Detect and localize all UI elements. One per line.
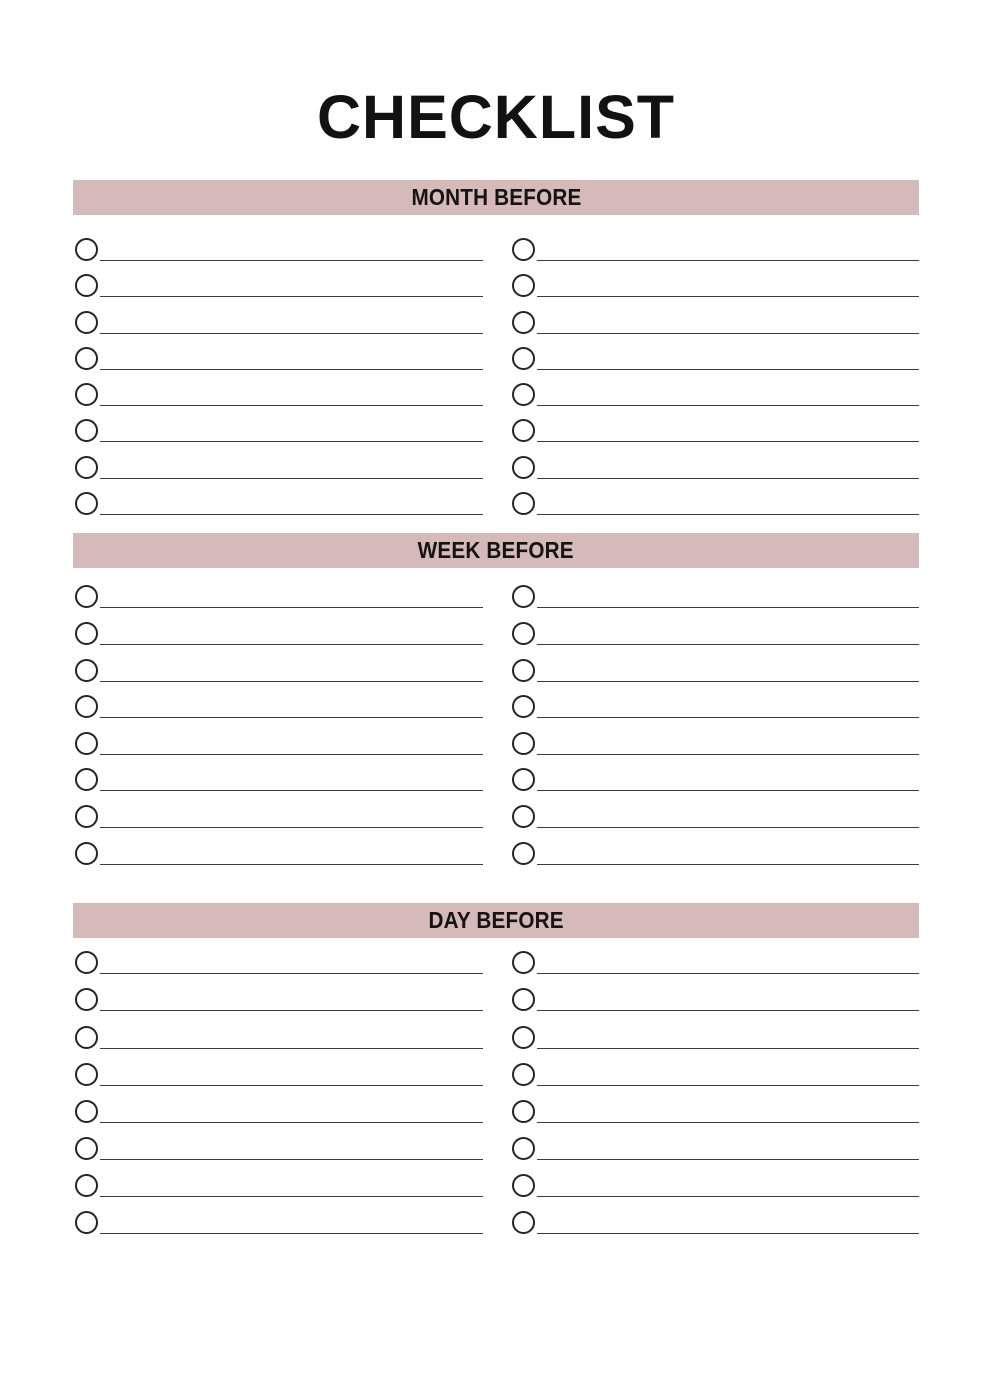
checklist-item-inner	[73, 659, 483, 682]
write-line[interactable]	[100, 754, 483, 755]
checkbox-circle[interactable]	[512, 732, 535, 755]
checkbox-circle[interactable]	[75, 805, 98, 828]
checklist-section	[73, 903, 919, 1249]
checklist-item	[73, 1063, 483, 1100]
checkbox-circle[interactable]	[75, 768, 98, 791]
checklist-item-inner	[510, 492, 920, 515]
checklist-item	[73, 732, 483, 769]
checklist-item	[510, 311, 920, 347]
checklist-item	[510, 456, 920, 492]
write-line[interactable]	[537, 369, 920, 370]
checklist-item-inner	[73, 311, 483, 334]
checkbox-circle[interactable]	[75, 988, 98, 1011]
checkbox-circle[interactable]	[512, 1174, 535, 1197]
checklist-item-inner	[73, 1026, 483, 1049]
checklist-item-inner	[510, 311, 920, 334]
write-line[interactable]	[537, 1196, 920, 1197]
checklist-item	[510, 732, 920, 769]
checklist-item	[510, 274, 920, 310]
checkbox-circle[interactable]	[512, 492, 535, 515]
checkbox-circle[interactable]	[75, 1137, 98, 1160]
section-items-grid	[73, 238, 919, 528]
checkbox-circle[interactable]	[75, 951, 98, 974]
write-line[interactable]	[100, 1233, 483, 1234]
checklist-item	[73, 1100, 483, 1137]
checkbox-circle[interactable]	[75, 732, 98, 755]
checkbox-circle[interactable]	[75, 274, 98, 297]
checklist-item-inner	[73, 383, 483, 406]
write-line[interactable]	[100, 790, 483, 791]
page-title: CHECKLIST	[316, 83, 676, 151]
checkbox-circle[interactable]	[75, 695, 98, 718]
checklist-item-inner	[73, 805, 483, 828]
checklist-page	[0, 83, 1000, 1381]
section-header-label: WEEK BEFORE	[417, 537, 575, 564]
checkbox-circle[interactable]	[75, 383, 98, 406]
checkbox-circle[interactable]	[75, 1211, 98, 1234]
checkbox-circle[interactable]	[512, 274, 535, 297]
write-line[interactable]	[537, 333, 920, 334]
write-line[interactable]	[537, 1048, 920, 1049]
checklist-item	[73, 622, 483, 659]
checklist-item-inner	[73, 988, 483, 1011]
write-line[interactable]	[537, 441, 920, 442]
checklist-item-inner	[510, 1174, 920, 1197]
checklist-item	[73, 419, 483, 455]
write-line[interactable]	[537, 827, 920, 828]
section-items-grid	[73, 951, 919, 1249]
checklist-section	[73, 533, 919, 878]
checklist-section	[73, 180, 919, 528]
write-line[interactable]	[100, 717, 483, 718]
checklist-item	[73, 695, 483, 732]
checklist-item	[73, 768, 483, 805]
write-line[interactable]	[100, 333, 483, 334]
checklist-item-inner	[73, 1137, 483, 1160]
checkbox-circle[interactable]	[512, 383, 535, 406]
checklist-item	[73, 311, 483, 347]
checklist-item-inner	[510, 622, 920, 645]
write-line[interactable]	[100, 607, 483, 608]
checklist-item-inner	[510, 732, 920, 755]
checkbox-circle[interactable]	[512, 1026, 535, 1049]
write-line[interactable]	[100, 1010, 483, 1011]
checklist-item-inner	[510, 805, 920, 828]
checkbox-circle[interactable]	[512, 311, 535, 334]
checklist-item-inner	[73, 1211, 483, 1234]
checklist-item	[73, 456, 483, 492]
section-header-bar	[73, 903, 919, 938]
checklist-item	[73, 1137, 483, 1174]
write-line[interactable]	[100, 296, 483, 297]
checklist-item	[510, 805, 920, 842]
checklist-item	[73, 1174, 483, 1211]
write-line[interactable]	[100, 864, 483, 865]
checklist-item	[73, 951, 483, 988]
checkbox-circle[interactable]	[512, 1100, 535, 1123]
checkbox-circle[interactable]	[75, 622, 98, 645]
checklist-item-inner	[510, 419, 920, 442]
checkbox-circle[interactable]	[512, 1063, 535, 1086]
write-line[interactable]	[537, 864, 920, 865]
write-line[interactable]	[537, 1122, 920, 1123]
checklist-item	[510, 1063, 920, 1100]
checklist-item-inner	[73, 695, 483, 718]
checklist-item	[510, 492, 920, 528]
write-line[interactable]	[100, 478, 483, 479]
checkbox-circle[interactable]	[75, 311, 98, 334]
write-line[interactable]	[537, 681, 920, 682]
checkbox-circle[interactable]	[75, 1174, 98, 1197]
write-line[interactable]	[100, 1196, 483, 1197]
checklist-item-inner	[73, 1174, 483, 1197]
checklist-item-inner	[73, 456, 483, 479]
write-line[interactable]	[537, 644, 920, 645]
checklist-item-inner	[510, 1100, 920, 1123]
write-line[interactable]	[537, 973, 920, 974]
write-line[interactable]	[100, 681, 483, 682]
checkbox-circle[interactable]	[512, 347, 535, 370]
write-line[interactable]	[537, 1159, 920, 1160]
write-line[interactable]	[100, 827, 483, 828]
checklist-item	[73, 988, 483, 1025]
checkbox-circle[interactable]	[75, 1063, 98, 1086]
checklist-item	[73, 1026, 483, 1063]
checklist-item-inner	[73, 347, 483, 370]
checklist-item-inner	[510, 347, 920, 370]
checklist-item	[510, 622, 920, 659]
write-line[interactable]	[537, 405, 920, 406]
checklist-item-inner	[510, 456, 920, 479]
checklist-item	[510, 1026, 920, 1063]
checklist-item	[510, 659, 920, 696]
checklist-item-inner	[510, 238, 920, 261]
checklist-item	[510, 1211, 920, 1248]
checkbox-circle[interactable]	[75, 492, 98, 515]
checklist-item	[73, 805, 483, 842]
checklist-item	[73, 347, 483, 383]
checklist-item	[510, 988, 920, 1025]
checkbox-circle[interactable]	[75, 585, 98, 608]
checkbox-circle[interactable]	[512, 585, 535, 608]
write-line[interactable]	[537, 478, 920, 479]
section-items-grid	[73, 585, 919, 878]
section-header-label: DAY BEFORE	[428, 907, 564, 934]
checkbox-circle[interactable]	[75, 1100, 98, 1123]
checkbox-circle[interactable]	[512, 951, 535, 974]
checklist-item-inner	[73, 1100, 483, 1123]
write-line[interactable]	[537, 1085, 920, 1086]
checklist-item	[510, 585, 920, 622]
checklist-item-inner	[510, 585, 920, 608]
checkbox-circle[interactable]	[512, 695, 535, 718]
write-line[interactable]	[100, 1122, 483, 1123]
checklist-item-inner	[73, 1063, 483, 1086]
checkbox-circle[interactable]	[512, 419, 535, 442]
checklist-item-inner	[73, 951, 483, 974]
write-line[interactable]	[537, 1010, 920, 1011]
write-line[interactable]	[537, 717, 920, 718]
checkbox-circle[interactable]	[75, 659, 98, 682]
checklist-item	[510, 951, 920, 988]
checklist-item	[510, 238, 920, 274]
checkbox-circle[interactable]	[75, 1026, 98, 1049]
checklist-item-inner	[510, 951, 920, 974]
checklist-item-inner	[73, 585, 483, 608]
write-line[interactable]	[100, 260, 483, 261]
checkbox-circle[interactable]	[512, 1211, 535, 1234]
checklist-item	[73, 659, 483, 696]
checklist-item	[510, 1137, 920, 1174]
checklist-item-inner	[73, 732, 483, 755]
checkbox-circle[interactable]	[512, 622, 535, 645]
checklist-item-inner	[510, 988, 920, 1011]
checklist-item	[73, 492, 483, 528]
write-line[interactable]	[100, 441, 483, 442]
checklist-item	[73, 274, 483, 310]
checklist-item-inner	[510, 1026, 920, 1049]
checklist-item	[510, 842, 920, 879]
checklist-item	[510, 695, 920, 732]
section-header-bar	[73, 533, 919, 568]
checklist-item-inner	[510, 1063, 920, 1086]
checklist-item	[510, 1100, 920, 1137]
checklist-item	[510, 419, 920, 455]
checklist-item-inner	[73, 419, 483, 442]
write-line[interactable]	[537, 1233, 920, 1234]
checkbox-circle[interactable]	[512, 456, 535, 479]
checklist-item-inner	[73, 238, 483, 261]
checklist-item	[73, 585, 483, 622]
checklist-item-inner	[510, 274, 920, 297]
checklist-item-inner	[510, 1137, 920, 1160]
checklist-item-inner	[73, 274, 483, 297]
checkbox-circle[interactable]	[512, 659, 535, 682]
checklist-item	[73, 383, 483, 419]
checklist-item-inner	[73, 622, 483, 645]
checklist-item-inner	[510, 1211, 920, 1234]
checkbox-circle[interactable]	[512, 805, 535, 828]
checkbox-circle[interactable]	[512, 1137, 535, 1160]
write-line[interactable]	[537, 260, 920, 261]
write-line[interactable]	[100, 644, 483, 645]
section-header-label: MONTH BEFORE	[410, 184, 582, 210]
write-line[interactable]	[537, 296, 920, 297]
checklist-item-inner	[73, 842, 483, 865]
checkbox-circle[interactable]	[75, 347, 98, 370]
write-line[interactable]	[100, 405, 483, 406]
write-line[interactable]	[100, 1159, 483, 1160]
write-line[interactable]	[100, 1085, 483, 1086]
checkbox-circle[interactable]	[512, 842, 535, 865]
checklist-item	[73, 238, 483, 274]
checkbox-circle[interactable]	[75, 842, 98, 865]
write-line[interactable]	[100, 1048, 483, 1049]
write-line[interactable]	[537, 754, 920, 755]
checklist-item-inner	[510, 768, 920, 791]
checkbox-circle[interactable]	[75, 238, 98, 261]
write-line[interactable]	[100, 369, 483, 370]
sections	[73, 180, 919, 1249]
checklist-item-inner	[73, 492, 483, 515]
checklist-item-inner	[73, 768, 483, 791]
section-header-bar	[73, 180, 919, 215]
checklist-item	[510, 768, 920, 805]
write-line[interactable]	[537, 607, 920, 608]
checkbox-circle[interactable]	[512, 988, 535, 1011]
checklist-item	[510, 347, 920, 383]
checklist-item-inner	[510, 659, 920, 682]
checkbox-circle[interactable]	[512, 768, 535, 791]
checklist-item-inner	[510, 383, 920, 406]
checkbox-circle[interactable]	[75, 419, 98, 442]
checklist-item-inner	[510, 842, 920, 865]
write-line[interactable]	[100, 973, 483, 974]
checklist-item	[73, 1211, 483, 1248]
checklist-item-inner	[510, 695, 920, 718]
write-line[interactable]	[537, 790, 920, 791]
write-line[interactable]	[100, 514, 483, 515]
checklist-item	[510, 1174, 920, 1211]
write-line[interactable]	[537, 514, 920, 515]
checklist-item	[510, 383, 920, 419]
checklist-item	[73, 842, 483, 879]
checkbox-circle[interactable]	[512, 238, 535, 261]
checkbox-circle[interactable]	[75, 456, 98, 479]
